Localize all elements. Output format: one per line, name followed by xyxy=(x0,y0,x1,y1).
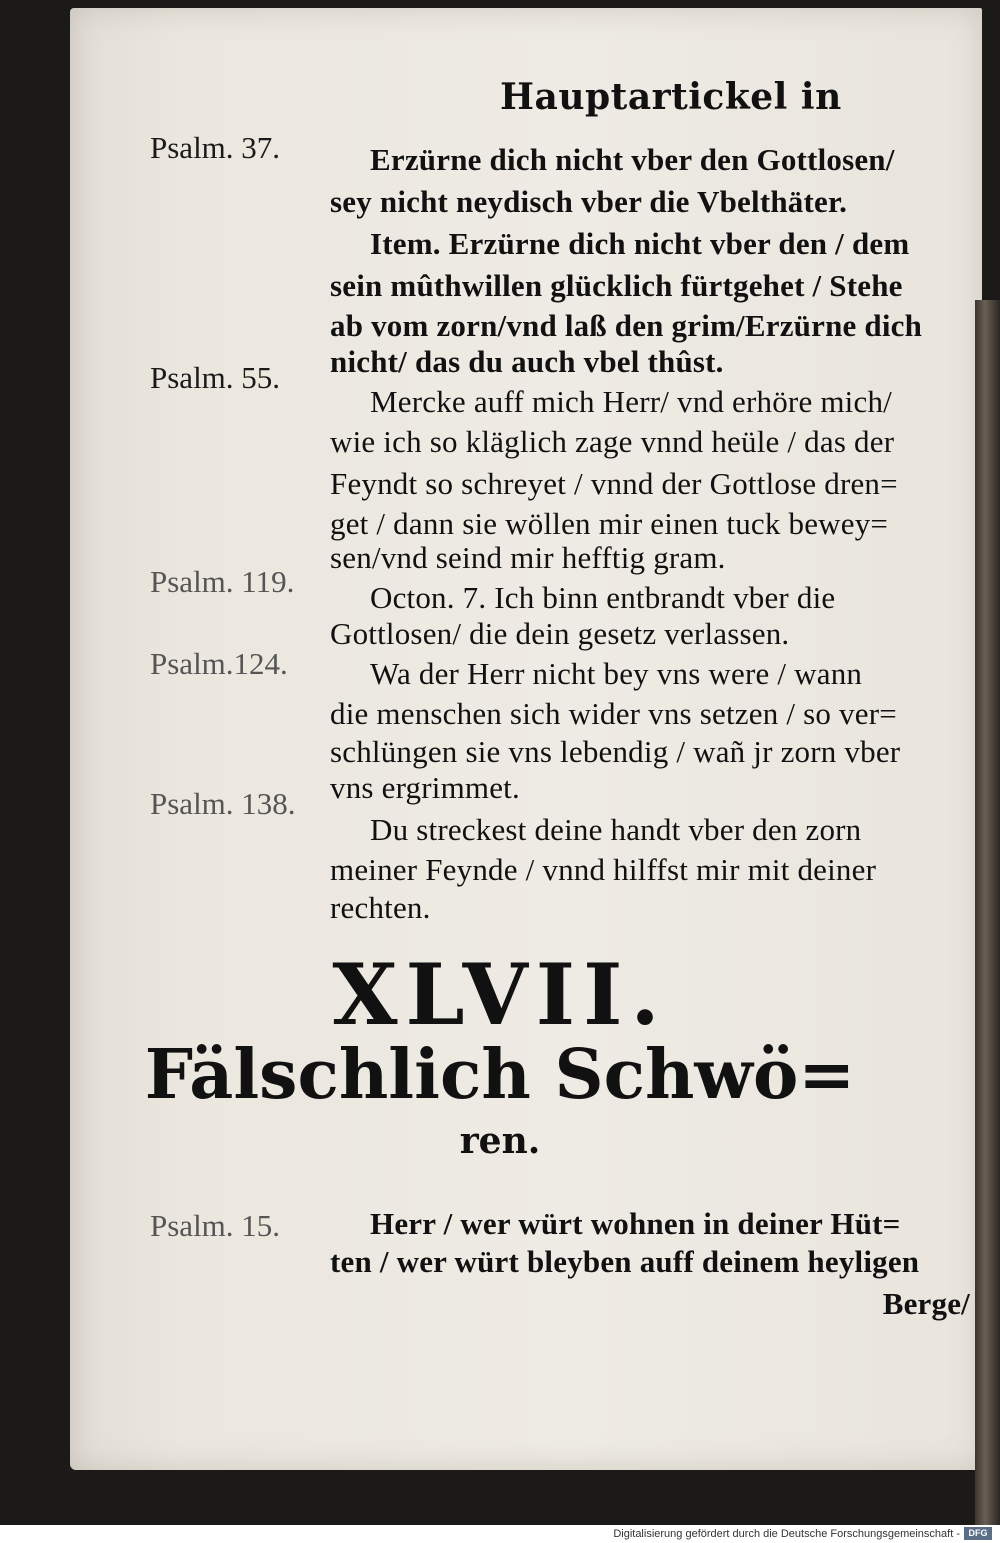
body-line: Du streckest deine handt vber den zorn xyxy=(370,812,862,847)
body-line: Herr / wer würt wohnen in deiner Hüt= xyxy=(370,1206,901,1241)
chapter-title-continuation: ren. xyxy=(459,1120,541,1162)
body-line: wie ich so kläglich zage vnnd heüle / das der xyxy=(330,424,895,459)
body-line: Octon. 7. Ich binn entbrandt vber die xyxy=(370,580,836,615)
body-line: sein mûthwillen glücklich fürtgehet / Stehe xyxy=(330,268,903,303)
margin-note-psalm-37: Psalm. 37. xyxy=(150,130,281,165)
margin-note-psalm-138: Psalm. 138. xyxy=(150,786,296,821)
body-line: Gottlosen/ die dein gesetz verlassen. xyxy=(330,616,790,651)
body-line: rechten. xyxy=(330,890,431,925)
page-edge xyxy=(975,300,1000,1525)
running-header: Hauptartickel in xyxy=(500,76,842,118)
body-line: Mercke auff mich Herr/ vnd erhöre mich/ xyxy=(370,384,892,419)
body-line: schlüngen sie vns lebendig / wañ jr zorn vber xyxy=(330,734,901,769)
body-line: die menschen sich wider vns setzen / so ver= xyxy=(330,696,897,731)
chapter-title: Fälschlich Schwö= xyxy=(144,1035,856,1115)
body-line: nicht/ das du auch vbel thûst. xyxy=(330,344,724,379)
funding-credit: Digitalisierung gefördert durch die Deutsche Forschungsgemeinschaft - xyxy=(613,1528,960,1540)
body-line: vns ergrimmet. xyxy=(330,770,520,805)
margin-note-psalm-55: Psalm. 55. xyxy=(150,360,281,395)
body-line: ten / wer würt bleyben auff deinem heyligen xyxy=(330,1244,920,1279)
dfg-logo: DFG xyxy=(964,1527,992,1540)
body-line: get / dann sie wöllen mir einen tuck bewey= xyxy=(330,506,889,541)
margin-note-psalm-15: Psalm. 15. xyxy=(150,1208,281,1243)
body-line-catchword: Berge/ xyxy=(882,1286,970,1321)
body-line: sey nicht neydisch vber die Vbelthäter. xyxy=(330,184,848,219)
margin-note-psalm-124: Psalm.124. xyxy=(150,646,288,681)
body-line: meiner Feynde / vnnd hilffst mir mit deiner xyxy=(330,852,877,887)
body-line: Wa der Herr nicht bey vns were / wann xyxy=(370,656,863,691)
body-line: Feyndt so schreyet / vnnd der Gottlose dren= xyxy=(330,466,898,501)
body-line: Erzürne dich nicht vber den Gottlosen/ xyxy=(370,142,895,177)
chapter-numeral: XLVII. xyxy=(332,945,668,1044)
body-line: Item. Erzürne dich nicht vber den / dem xyxy=(370,226,910,261)
body-line: ab vom zorn/vnd laß den grim/Erzürne dich xyxy=(330,308,923,343)
margin-note-psalm-119: Psalm. 119. xyxy=(150,564,295,599)
body-line: sen/vnd seind mir hefftig gram. xyxy=(330,540,726,575)
